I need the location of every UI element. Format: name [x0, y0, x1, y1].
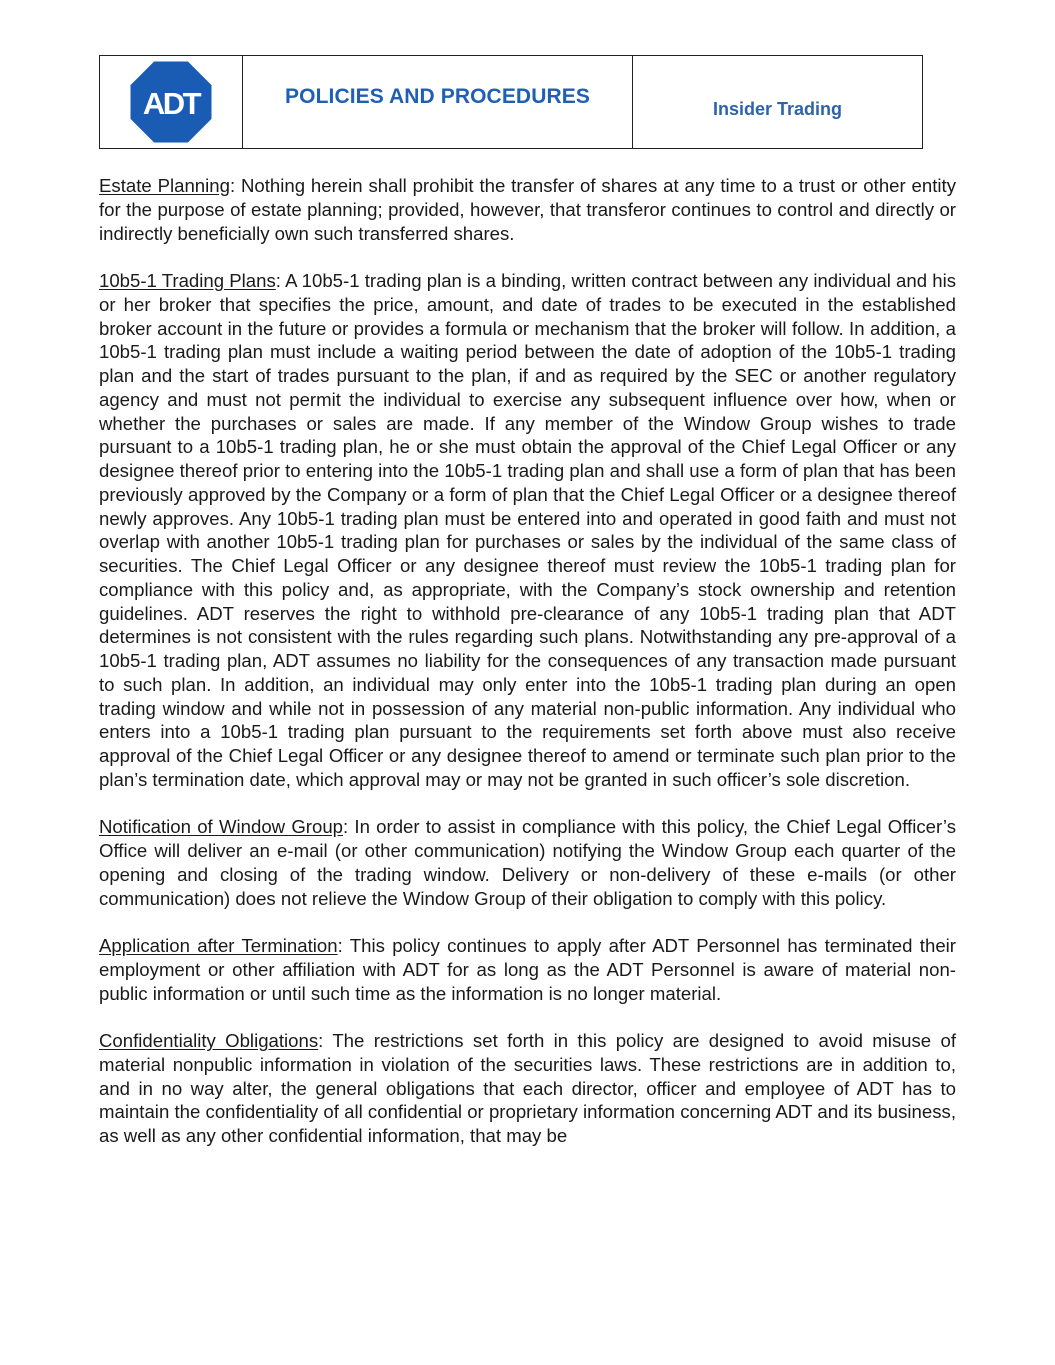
section-body: : Nothing herein shall prohibit the transfer of shares at any time to a trust or other entity for the purpose of estate planning; provided, however, that transferor continues to control and directly or indirectly beneficially own such transferred shares. [99, 175, 956, 244]
document-body [99, 174, 956, 1172]
section-confidentiality [99, 1029, 956, 1148]
logo-text: ADT [142, 86, 200, 121]
section-body: : A 10b5-1 trading plan is a binding, written contract between any individual and his or her broker that specifies the price, amount, and date of trades to be executed in the established broker account in the future or provides a formula or mechanism that the broker will follow. In addition, a 10b5-1 trading plan must include a waiting period between the date of adoption of the 10b5-1 trading plan and the start of trades pursuant to the plan, if and as required by the SEC or another regulatory agency and must not permit the individual to exercise any subsequent influence over how, when or whether the purchases or sales are made. If any member of the Window Group wishes to trade pursuant to a 10b5-1 trading plan, he or she must obtain the approval of the Chief Legal Officer or any designee thereof prior to entering into the 10b5-1 trading plan and shall use a form of plan that has been previously approved by the Company or a form of plan that the Chief Legal Officer or a designee thereof newly approves. Any 10b5-1 trading plan must be entered into and operated in good faith and must not overlap with another 10b5-1 trading plan for purchases or sales by the individual of the same class of securities. The Chief Legal Officer or any designee thereof must review the 10b5-1 trading plan for compliance with this policy and, as appropriate, with the Company’s stock ownership and retention guidelines. ADT reserves the right to withhold pre-clearance of any 10b5-1 trading plan that ADT determines is not consistent with the rules regarding such plans. Notwithstanding any pre-approval of a 10b5-1 trading plan, ADT assumes no liability for the consequences of any transaction made pursuant to such plan. In addition, an individual may only enter into the 10b5-1 trading plan during an open trading window and while not in possession of any material non-public information. Any individual who enters into a 10b5-1 trading plan pursuant to the requirements set forth above must also receive approval of the Chief Legal Officer or any designee thereof to amend or terminate such plan prior to the plan’s termination date, which approval may or may not be granted in such officer’s sole discretion. [99, 270, 956, 790]
section-body: : In order to assist in compliance with this policy, the Chief Legal Officer’s Office will deliver an e-mail (or other communication) notifying the Window Group each quarter of the opening and closing of the trading window. Delivery or non-delivery of these e-mails (or other communication) does not relieve the Window Group of their obligation to comply with this policy. [99, 816, 956, 909]
policy-topic: Insider Trading [712, 99, 843, 119]
section-trading-plans [99, 269, 956, 792]
title-cell [243, 56, 633, 148]
document-header [99, 55, 923, 149]
section-application-after-termination [99, 934, 956, 1005]
section-term: 10b5-1 Trading Plans [99, 270, 276, 291]
page-title: POLICIES AND PROCEDURES [285, 85, 590, 108]
section-term: Estate Planning [99, 175, 230, 196]
section-term: Notification of Window Group [99, 816, 344, 838]
logo-cell [100, 56, 243, 148]
section-body: : This policy continues to apply after ADT Personnel has terminated their employment or other affiliation with ADT for as long as the ADT Personnel is aware of material non-public information or until such time as the information is no longer material. [99, 935, 956, 1004]
section-term: Confidentiality Obligations [99, 1030, 319, 1051]
section-body: : The restrictions set forth in this policy are designed to avoid misuse of material nonpublic information in violation of the securities laws. These restrictions are in addition to, and in no way alter, the general obligations that each director, officer and employee of ADT has to maintain the confidentiality of all confidential or proprietary information concerning ADT and its business, as well as any other confidential information, that may be [99, 1030, 956, 1146]
section-notification [99, 815, 956, 910]
topic-cell [633, 56, 922, 148]
section-term: Application after Termination [99, 935, 338, 956]
adt-logo [128, 59, 214, 145]
section-estate-planning [99, 174, 956, 245]
